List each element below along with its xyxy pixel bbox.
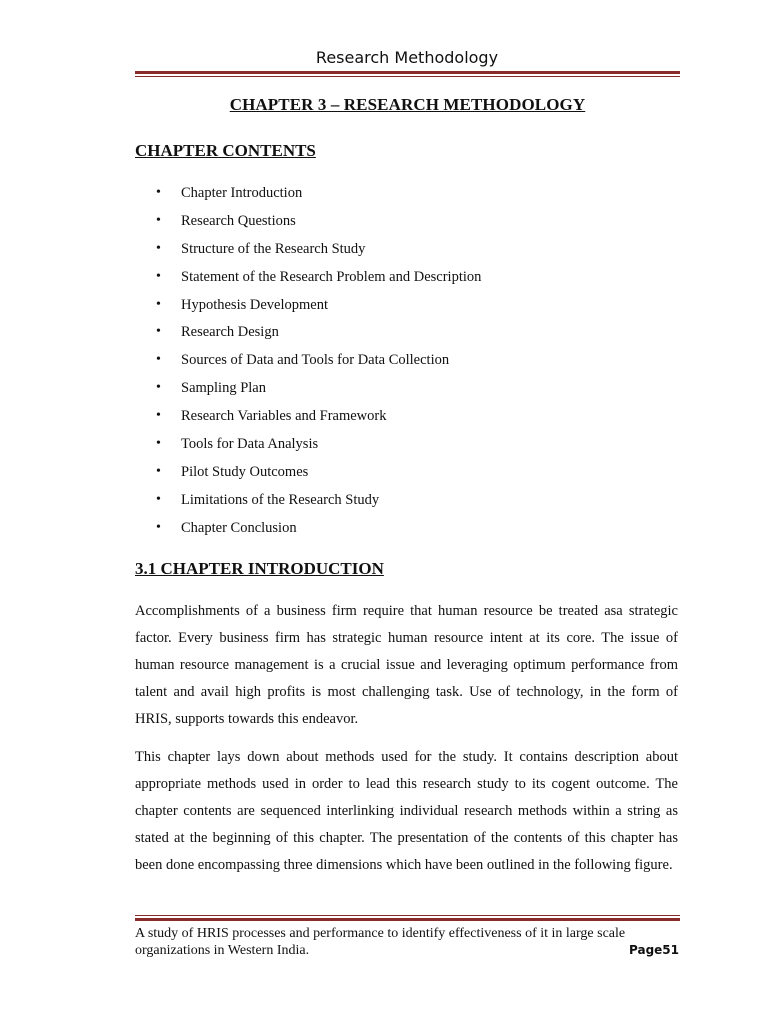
contents-item-label: Chapter Conclusion <box>181 519 297 536</box>
paragraph: This chapter lays down about methods used for the study. It contains description about appropriate methods used in order to lead this research study to its cogent outcome. The chapter contents are sequenced interlinking individual research methods within a string as stated at the beginning of this chapter. The presentation of the contents of this chapter has been done encompassing three dimensions which have been outlined in the following figure. <box>135 749 678 873</box>
section-heading: 3.1 CHAPTER INTRODUCTION <box>135 559 384 578</box>
contents-item-label: Sampling Plan <box>181 380 266 397</box>
contents-item <box>135 518 481 546</box>
footer-rule <box>135 915 680 921</box>
contents-item-label: Chapter Introduction <box>181 185 303 201</box>
contents-list <box>135 183 481 546</box>
bullet-icon: • <box>156 519 161 535</box>
contents-item-label: Statement of the Research Problem and Description <box>181 268 482 285</box>
contents-item <box>135 462 481 490</box>
contents-item <box>135 406 481 434</box>
contents-item-label: Hypothesis Development <box>181 296 328 313</box>
bullet-icon: • <box>156 352 161 368</box>
contents-item-label: Limitations of the Research Study <box>181 491 380 508</box>
header-rule-thin <box>135 76 680 77</box>
chapter-title: CHAPTER 3 – RESEARCH METHODOLOGY <box>229 95 586 114</box>
bullet-icon: • <box>156 324 161 340</box>
contents-item <box>135 490 481 518</box>
footer-rule-thick <box>135 918 680 921</box>
footer-text: A study of HRIS processes and performance to identify effectiveness of it in large scale organizations in Western India. <box>135 926 626 958</box>
contents-item-label: Sources of Data and Tools for Data Collection <box>181 352 450 369</box>
bullet-icon: • <box>156 212 161 228</box>
contents-item-label: Tools for Data Analysis <box>181 436 319 453</box>
bullet-icon: • <box>156 268 161 284</box>
running-header: Research Methodology <box>315 48 499 67</box>
contents-item <box>135 239 481 267</box>
bullet-icon: • <box>156 436 161 452</box>
contents-item <box>135 434 481 462</box>
header-rule-thick <box>135 71 680 74</box>
contents-heading: CHAPTER CONTENTS <box>135 141 316 160</box>
bullet-icon: • <box>156 240 161 256</box>
bullet-icon: • <box>156 491 161 507</box>
contents-item <box>135 295 481 323</box>
contents-item-label: Structure of the Research Study <box>181 240 366 257</box>
contents-item-label: Research Questions <box>181 212 296 229</box>
paragraph: Accomplishments of a business firm require that human resource be treated asa strategic factor. Every business firm has strategic human resource intent at its core. The issue of human resource management is a crucial issue and leveraging optimum performance from talent and avail high profits is most challenging task. Use of technology, in the form of HRIS, supports towards this endeavor. <box>135 603 678 727</box>
contents-item <box>135 183 481 211</box>
bullet-icon: • <box>156 380 161 396</box>
header-rule <box>135 71 680 77</box>
contents-item-label: Pilot Study Outcomes <box>181 463 309 480</box>
bullet-icon: • <box>156 463 161 479</box>
contents-item-label: Research Design <box>181 324 279 341</box>
footer-rule-thin <box>135 915 680 916</box>
contents-item <box>135 267 481 295</box>
contents-item <box>135 211 481 239</box>
contents-item <box>135 378 481 406</box>
bullet-icon: • <box>156 408 161 424</box>
bullet-icon: • <box>156 185 161 200</box>
bullet-icon: • <box>156 296 161 312</box>
contents-item <box>135 322 481 350</box>
contents-item-label: Research Variables and Framework <box>181 408 387 425</box>
contents-item <box>135 350 481 378</box>
page-number: Page51 <box>629 943 679 957</box>
